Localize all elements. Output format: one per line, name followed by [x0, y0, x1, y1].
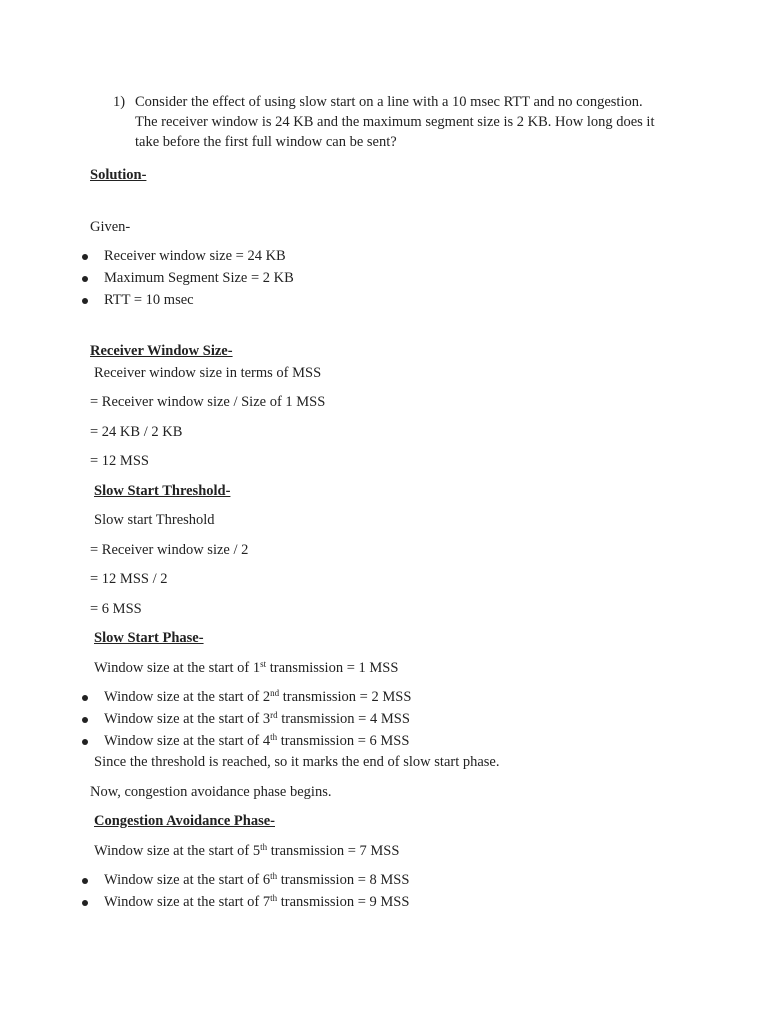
- slow-start-item: Window size at the start of 3rd transmission = 4 MSS: [104, 710, 410, 727]
- bullet-icon: [82, 695, 88, 701]
- threshold-line: Slow start Threshold: [94, 512, 215, 528]
- threshold-heading: Slow Start Threshold-: [94, 483, 231, 499]
- receiver-window-line: = 24 KB / 2 KB: [90, 424, 183, 440]
- slow-start-heading: Slow Start Phase-: [94, 630, 204, 646]
- threshold-line: = 12 MSS / 2: [90, 571, 168, 587]
- threshold-line: = Receiver window size / 2: [90, 542, 249, 558]
- congestion-line: Window size at the start of 5th transmission = 7 MSS: [94, 842, 400, 859]
- receiver-window-line: Receiver window size in terms of MSS: [94, 365, 322, 381]
- slow-start-item: Window size at the start of 2nd transmission = 2 MSS: [104, 688, 412, 705]
- receiver-window-heading: Receiver Window Size-: [90, 343, 233, 359]
- question-number: 1): [113, 94, 126, 110]
- congestion-item: Window size at the start of 6th transmission = 8 MSS: [104, 871, 410, 888]
- bullet-icon: [82, 878, 88, 884]
- bullet-icon: [82, 717, 88, 723]
- given-item: Maximum Segment Size = 2 KB: [104, 270, 294, 286]
- congestion-item: Window size at the start of 7th transmission = 9 MSS: [104, 893, 410, 910]
- question-line: take before the first full window can be sent?: [135, 134, 397, 150]
- bullet-icon: [82, 739, 88, 745]
- bullet-icon: [82, 900, 88, 906]
- solution-heading: Solution-: [90, 167, 147, 183]
- slow-start-line: Window size at the start of 1st transmission = 1 MSS: [94, 659, 399, 676]
- congestion-begins: Now, congestion avoidance phase begins.: [90, 784, 332, 800]
- bullet-icon: [82, 298, 88, 304]
- threshold-line: = 6 MSS: [90, 601, 142, 617]
- receiver-window-line: = Receiver window size / Size of 1 MSS: [90, 394, 326, 410]
- given-label: Given-: [90, 219, 131, 235]
- given-item: RTT = 10 msec: [104, 292, 194, 308]
- congestion-heading: Congestion Avoidance Phase-: [94, 813, 275, 829]
- slow-start-note: Since the threshold is reached, so it marks the end of slow start phase.: [94, 754, 500, 770]
- given-item: Receiver window size = 24 KB: [104, 248, 286, 264]
- question-line: The receiver window is 24 KB and the maximum segment size is 2 KB. How long does it: [135, 114, 655, 130]
- bullet-icon: [82, 254, 88, 260]
- question-line: Consider the effect of using slow start on a line with a 10 msec RTT and no congestion.: [135, 94, 643, 110]
- bullet-icon: [82, 276, 88, 282]
- receiver-window-line: = 12 MSS: [90, 453, 149, 469]
- slow-start-item: Window size at the start of 4th transmission = 6 MSS: [104, 732, 410, 749]
